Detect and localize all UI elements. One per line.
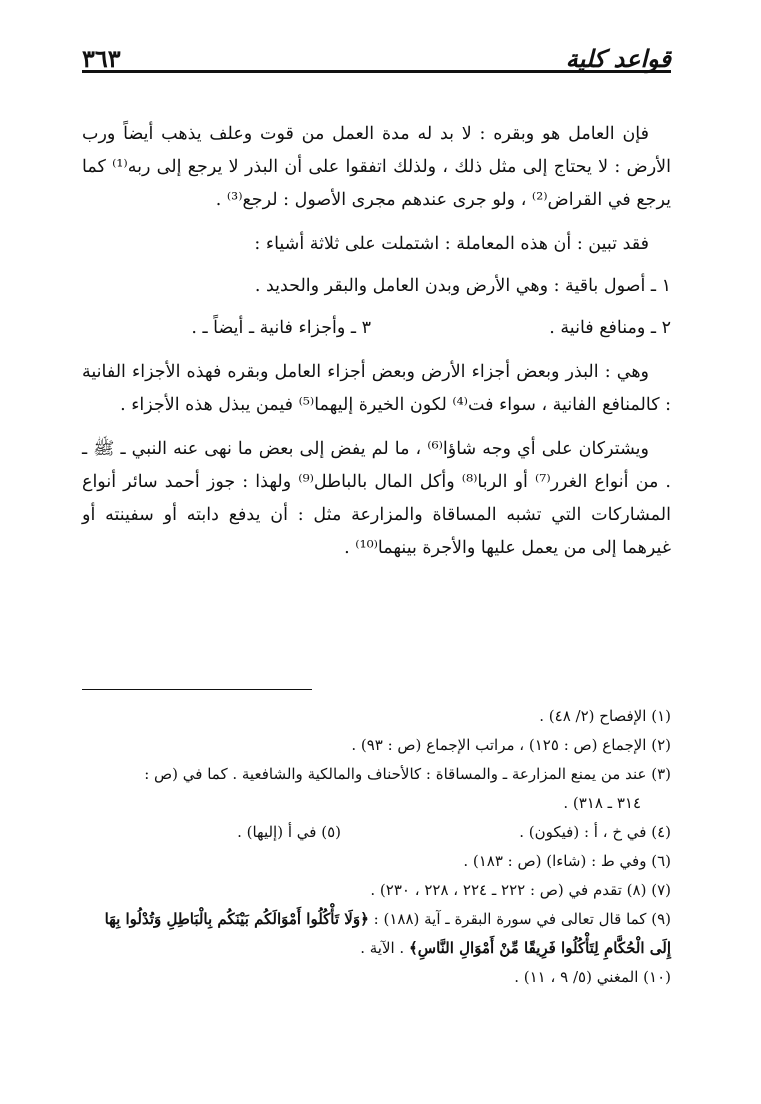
footnote-7-8: (٧) (٨) تقدم في (ص : ٢٢٢ ـ ٢٢٤ ، ٢٢٨ ، ٢٣٠) . (370, 881, 671, 899)
footnote-separator (82, 689, 312, 690)
list-item-3: ٣ ـ وأجزاء فانية ـ أيضاً ـ . (191, 318, 371, 338)
footnote-9-quran-part-1: ﴿وَلَا تَأْكُلُوا أَمْوَالَكُم بَيْنَكُم بِالْبَاطِلِ وَتُدْلُوا بِهَا (104, 910, 369, 928)
main-text (82, 118, 671, 565)
header-rule (82, 70, 671, 73)
list-item-1: ١ ـ أصول باقية : وهي الأرض وبدن العامل والبقر والحديد . (254, 276, 671, 296)
footnotes (82, 702, 671, 992)
footnote-1: (١) الإفصاح (٢/ ٤٨) . (539, 707, 671, 725)
footnote-9-continued (82, 934, 671, 963)
footnote-4: (٤) في خ ، أ : (فيكون) . (519, 823, 671, 841)
list-row-2 (82, 312, 671, 345)
paragraph-2: فقد تبين : أن هذه المعاملة : اشتملت على ثلاثة أشياء : (254, 234, 649, 254)
footnote-row-4-5 (82, 818, 671, 847)
running-title: قواعد كلية (565, 44, 671, 73)
paragraph-4: ويشتركان على أي وجه شاؤا⁽⁶⁾ ، ما لم يفض إلى بعض ما نهى عنه النبي ـ ﷺ ـ . من أنواع الغرر⁽⁷⁾ أو الربا⁽⁸⁾ وأكل المال بالباطل⁽⁹⁾ ولهذا : جوز أحمد سائر أنواع المشاركات التي تشبه المساقاة والمزارعة مثل : أن يدفع دابته أو سفينته أو غيرهما إلى من يعمل عليها والأجرة بينهما⁽¹⁰⁾ . (82, 439, 671, 558)
footnote-5: (٥) في أ (إليها) . (237, 823, 341, 841)
paragraph-1: فإن العامل هو وبقره : لا بد له مدة العمل من قوت وعلف يذهب أيضاً ورب الأرض : لا يحتاج إلى مثل ذلك ، ولذلك اتفقوا على أن البذر لا يرجع إلى ربه⁽¹⁾ كما يرجع في القراض⁽²⁾ ، ولو جرى عندهم مجرى الأصول : لرجع⁽³⁾ . (82, 124, 671, 210)
footnote-2: (٢) الإجماع (ص : ١٢٥) ، مراتب الإجماع (ص : ٩٣) . (351, 736, 671, 754)
footnote-9 (82, 905, 671, 934)
footnote-9-end: . الآية . (360, 939, 405, 957)
list-item-2: ٢ ـ ومنافع فانية . (549, 318, 671, 338)
paragraph-3: وهي : البذر وبعض أجزاء الأرض وبعض أجزاء العامل وبقره فهذه الأجزاء الفانية : كالمنافع الفانية ، سواء فت⁽⁴⁾ لكون الخيرة إليهما⁽⁵⁾ فيمن يبذل هذه الأجزاء . (82, 362, 671, 415)
footnote-3: (٣) عند من يمنع المزارعة ـ والمساقاة : كالأحناف والمالكية والشافعية . كما في (ص : (144, 765, 671, 783)
footnote-3-continued: ٣١٤ ـ ٣١٨) . (563, 794, 641, 812)
footnote-9-quran-part-2: إِلَى الْحُكَّامِ لِتَأْكُلُوا فَرِيقًا مِّنْ أَمْوَالِ النَّاسِ﴾ (408, 939, 671, 957)
footnote-10: (١٠) المغني (٥/ ٩ ، ١١) . (514, 968, 671, 986)
page-number: ٣٦٣ (82, 44, 121, 73)
footnote-9-intro: (٩) كما قال تعالى في سورة البقرة ـ آية (١٨٨) : (373, 910, 671, 928)
footnote-6: (٦) وفي ط : (شاءا) (ص : ١٨٣) . (463, 852, 671, 870)
